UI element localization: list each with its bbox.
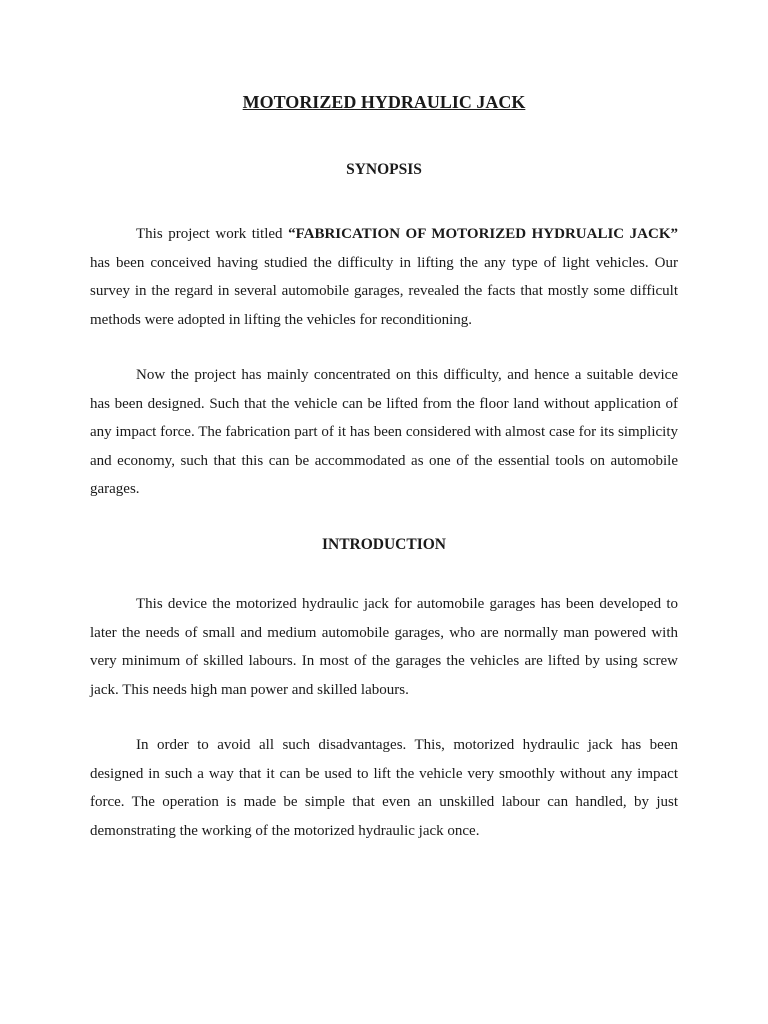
document-title: MOTORIZED HYDRAULIC JACK: [242, 92, 526, 112]
synopsis-heading: SYNOPSIS: [346, 161, 422, 178]
introduction-paragraph-1: This device the motorized hydraulic jack for automobile garages has been developed to later the needs of small and medium automobile garages, who are normally man powered with very minimum of skilled labours. In most of the garages the vehicles are lifted by using screw jack. This needs high man power and skilled labours.: [90, 596, 678, 698]
synopsis-p1-intro: This project work titled: [136, 226, 289, 242]
introduction-heading: INTRODUCTION: [321, 536, 446, 553]
synopsis-paragraph-1: [90, 220, 678, 334]
synopsis-p1-rest: has been conceived having studied the difficulty in lifting the any type of light vehicles. Our survey in the regard in several automobile garages, revealed the facts that mostly some difficult methods were adopted in lifting the vehicles for reconditioning.: [90, 254, 678, 328]
project-title-bold: “FABRICATION OF MOTORIZED HYDRUALIC JACK”: [288, 226, 678, 242]
synopsis-paragraph-2: Now the project has mainly concentrated on this difficulty, and hence a suitable device has been designed. Such that the vehicle can be lifted from the floor land without application of any impact force. The fabrication part of it has been considered with almost case for its simplicity and economy, such that this can be accommodated as one of the essential tools on automobile garages.: [90, 367, 678, 497]
introduction-paragraph-2: In order to avoid all such disadvantages. This, motorized hydraulic jack has been designed in such a way that it can be used to lift the vehicle very smoothly without any impact force. The operation is made be simple that even an unskilled labour can handled, by just demonstrating the working of the motorized hydraulic jack once.: [90, 737, 678, 839]
